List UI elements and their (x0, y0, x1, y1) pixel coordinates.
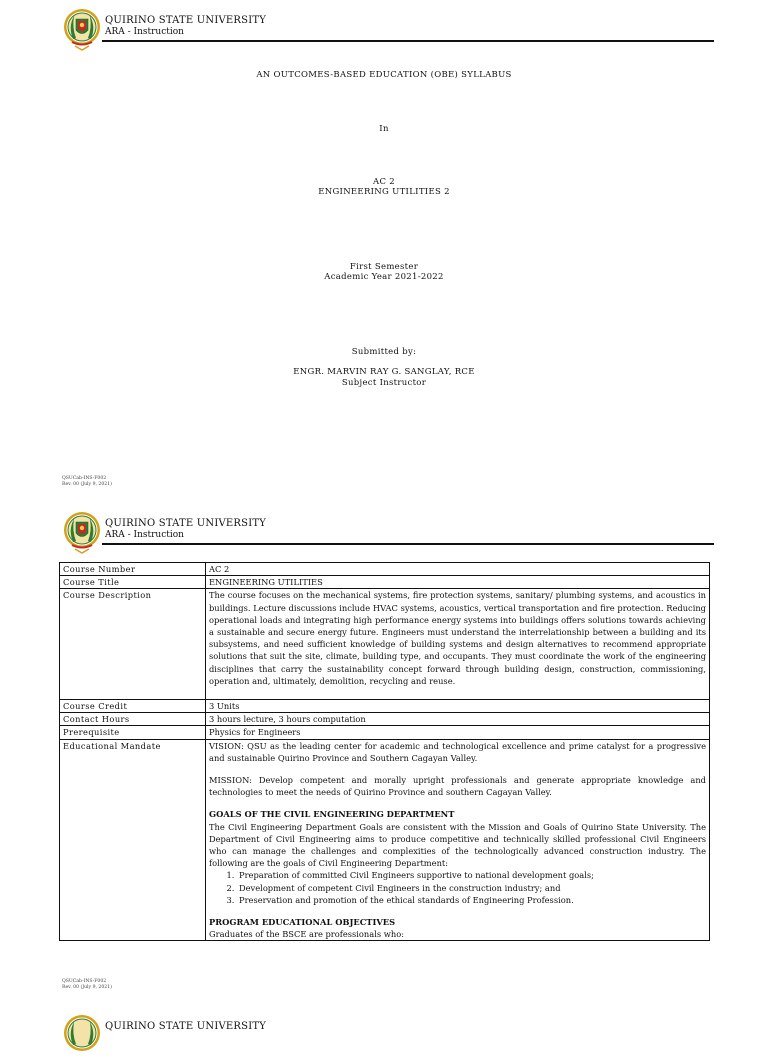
table-row (60, 563, 710, 576)
table-row (60, 726, 710, 739)
syllabus-heading: AN OUTCOMES-BASED EDUCATION (OBE) SYLLABUS (256, 70, 512, 80)
prerequisite-label: Prerequisite (60, 726, 206, 739)
semester: First Semester (349, 262, 419, 272)
list-item: 2. Development of competent Civil Engineers in the construction industry; and (237, 882, 706, 894)
course-info-page (0, 503, 768, 1003)
course-number-value: AC 2 (206, 563, 710, 576)
contact-hours-value: 3 hours lecture, 3 hours computation (206, 713, 710, 726)
list-item: 3. Preservation and promotion of the ethical standards of Engineering Profession. (237, 894, 706, 906)
course-credit-value: 3 Units (206, 700, 710, 713)
educational-mandate-label: Educational Mandate (60, 739, 206, 941)
course-code: AC 2 (373, 177, 395, 187)
course-title-label: Course Title (60, 576, 206, 589)
table-row (60, 713, 710, 726)
revision-date: Rev. 00 (July 9, 2021) (62, 482, 112, 487)
form-code: QSUCab-INS-F002 (62, 979, 107, 984)
university-seal-logo (62, 6, 102, 52)
contact-hours-label: Contact Hours (60, 713, 206, 726)
educational-mandate-value (206, 739, 710, 941)
submitted-by-label: Submitted by: (351, 347, 417, 357)
next-page-partial (0, 1006, 768, 1046)
university-unit: ARA - Instruction (105, 530, 184, 540)
page-footer (62, 979, 112, 991)
page-header (62, 1012, 714, 1058)
mission-statement: MISSION: Develop competent and morally upright professionals and generate appropriate knowledge and technologies to meet the needs of Quirino Province and southern Cagayan Valley. (209, 775, 706, 798)
course-credit-label: Course Credit (60, 700, 206, 713)
goals-intro: The Civil Engineering Department Goals are consistent with the Mission and Goals of Quirino State University. The Department of Civil Engineering aims to produce competitive and technically skilled professional Civil Engineers who can manage the challenges and complexities of the technologically advanced construction industry. The following are the goals of Civil Engineering Department: (209, 821, 706, 869)
course-description-label: Course Description (60, 589, 206, 700)
syllabus-cover-page (0, 0, 768, 500)
table-row (60, 739, 710, 941)
header-rule (102, 543, 714, 545)
table-row (60, 576, 710, 589)
university-seal-logo (62, 1012, 102, 1058)
university-unit: ARA - Instruction (105, 27, 184, 37)
goals-list (209, 869, 706, 906)
academic-year: Academic Year 2021-2022 (324, 272, 444, 282)
course-name: ENGINEERING UTILITIES 2 (318, 187, 450, 197)
table-row (60, 700, 710, 713)
peo-heading: PROGRAM EDUCATIONAL OBJECTIVES (209, 917, 396, 928)
course-number-label: Course Number (60, 563, 206, 576)
university-name: QUIRINO STATE UNIVERSITY (105, 15, 267, 26)
revision-date: Rev. 00 (July 9, 2021) (62, 985, 112, 990)
vision-statement: VISION: QSU as the leading center for academic and technological excellence and prime catalyst for a progressive and sustainable Quirino Province and Southern Cagayan Valley. (209, 740, 706, 763)
page-header (62, 6, 714, 52)
goals-heading: GOALS OF THE CIVIL ENGINEERING DEPARTMENT (209, 809, 455, 820)
header-rule (102, 40, 714, 42)
form-code: QSUCab-INS-F002 (62, 476, 107, 481)
table-row (60, 589, 710, 700)
instructor-name: ENGR. MARVIN RAY G. SANGLAY, RCE (293, 367, 475, 377)
instructor-role: Subject Instructor (341, 378, 427, 388)
prerequisite-value: Physics for Engineers (206, 726, 710, 739)
university-name: QUIRINO STATE UNIVERSITY (105, 518, 267, 529)
in-label: In (379, 124, 389, 134)
peo-intro: Graduates of the BSCE are professionals who: (209, 929, 404, 940)
list-item: 1. Preparation of committed Civil Engineers supportive to national development goals; (237, 869, 706, 881)
course-info-table (59, 562, 710, 941)
university-seal-logo (62, 509, 102, 555)
course-title-value: ENGINEERING UTILITIES (206, 576, 710, 589)
course-description-value: The course focuses on the mechanical systems, fire protection systems, sanitary/ plumbing systems, and acoustics in buildings. Lecture discussions include HVAC systems, acoustics, vertical transportation and fire protection. Reducing operational loads and integrating high performance energy systems into buildings offers solutions towards achieving a sustainable and secure energy future. Engineers must understand the interrelationship between a building and its subsystems, and need sufficient knowledge of building systems and design alternatives to recommend appropriate solutions that suit the site, climate, building type, and occupants. They must coordinate the work of the engineering disciplines that carry the sustainability concept forward through building design, construction, commissioning, operation and, ultimately, demolition, recycling and reuse. (206, 589, 710, 700)
page-header (62, 509, 714, 555)
page-footer (62, 476, 112, 488)
university-name: QUIRINO STATE UNIVERSITY (105, 1021, 267, 1032)
